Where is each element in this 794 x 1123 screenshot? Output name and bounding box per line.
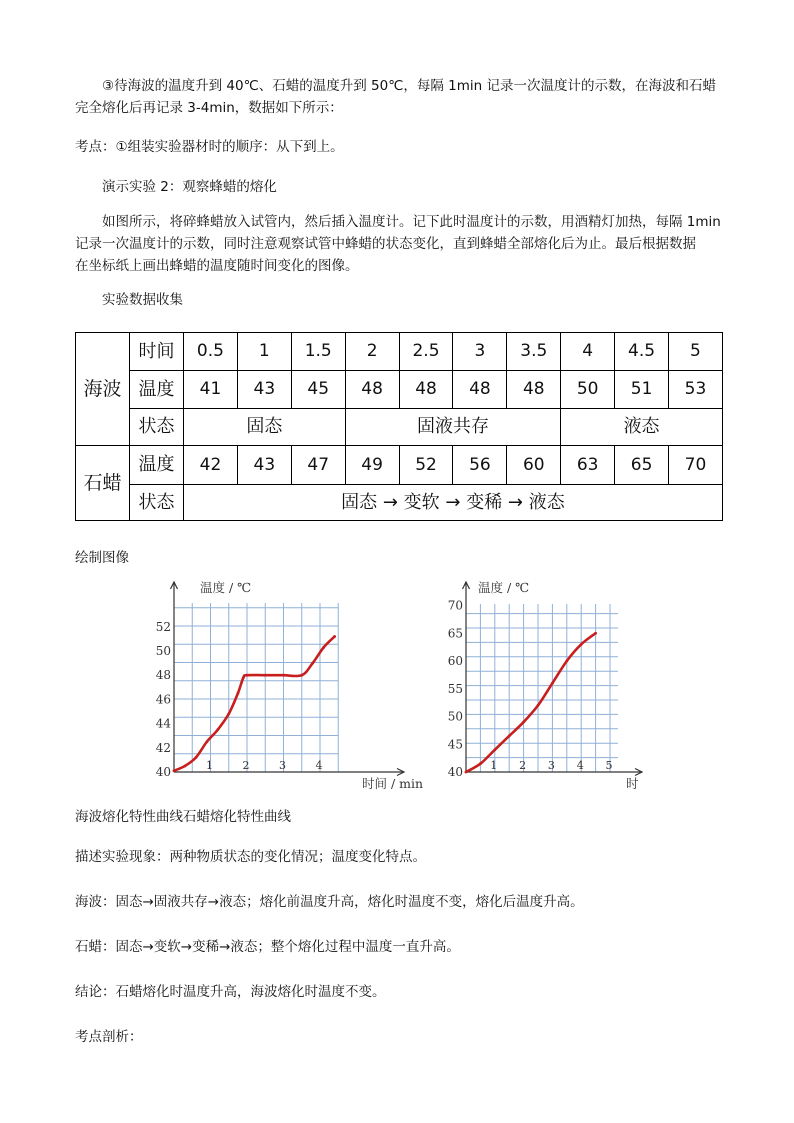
y-tick-label: 60	[447, 654, 463, 668]
haibo-row-label: 海波	[76, 333, 130, 446]
data-point	[565, 660, 568, 663]
haibo-temp-cell: 53	[669, 371, 723, 409]
data-point	[227, 713, 230, 716]
describe-text: 描述实验现象：两种物质状态的变化情况；温度变化特点。	[75, 849, 426, 865]
x-tick-label: 5	[605, 759, 613, 772]
data-point	[493, 748, 496, 751]
haibo-temp-cell: 48	[345, 371, 399, 409]
y-tick-label: 52	[155, 619, 171, 634]
temp-label: 温度	[130, 446, 184, 485]
shila-temp-cell: 56	[453, 446, 507, 485]
paragraph-line: 完全熔化后再记录 3-4min，数据如下所示：	[75, 100, 343, 116]
time-cell: 2.5	[399, 333, 453, 371]
shila-temp-cell: 42	[184, 446, 238, 485]
x-tick-label: 4	[576, 759, 584, 772]
x-tick-label: 1	[490, 759, 498, 772]
y-tick-label: 46	[155, 692, 171, 707]
y-axis-label: 温度 / ℃	[200, 580, 252, 595]
data-point	[184, 765, 187, 768]
haibo-state-liquid: 液态	[561, 409, 723, 446]
haibo-temp-cell: 45	[291, 371, 345, 409]
y-tick-label: 44	[155, 716, 171, 731]
kaodian-text: 考点：①组装实验器材时的顺序：从下到上。	[75, 139, 344, 155]
haibo-state-solid: 固态	[184, 409, 346, 446]
analysis-heading: 考点剖析：	[75, 1029, 143, 1045]
x-axis-label: 时	[626, 776, 639, 791]
state-label: 状态	[130, 485, 184, 521]
haibo-temp-cell: 41	[184, 371, 238, 409]
data-point	[311, 662, 314, 665]
shila-state-sequence: 固态 → 变软 → 变稀 → 液态	[184, 485, 723, 521]
shila-temp-cell: 52	[399, 446, 453, 485]
data-point	[537, 704, 540, 707]
temp-label: 温度	[130, 371, 184, 409]
data-point	[195, 756, 198, 759]
time-cell: 4	[561, 333, 615, 371]
y-tick-label: 45	[447, 737, 463, 752]
data-point	[322, 646, 325, 649]
x-tick-label: 4	[315, 759, 323, 772]
haibo-temp-cell: 48	[399, 371, 453, 409]
draw-heading: 绘制图像	[75, 550, 129, 566]
haibo-summary: 海波：固态→固液共存→液态；熔化前温度升高，熔化时温度不变，熔化后温度升高。	[75, 894, 584, 910]
haibo-temp-cell: 48	[453, 371, 507, 409]
collect-heading: 实验数据收集	[102, 292, 183, 308]
data-point	[333, 635, 336, 638]
x-axis-label: 时间 / min	[362, 776, 424, 791]
data-point	[300, 674, 303, 677]
time-label: 时间	[130, 333, 184, 371]
y-axis-label: 温度 / ℃	[478, 580, 530, 595]
x-tick-label: 2	[242, 759, 250, 772]
paragraph-line: 记录一次温度计的示数，同时注意观察试管中蜂蜡的状态变化，直到蜂蜡全部熔化后为止。最后根据数据	[75, 236, 696, 252]
shila-temp-cell: 43	[237, 446, 291, 485]
shila-temp-cell: 60	[507, 446, 561, 485]
chart-captions: 海波熔化特性曲线石蜡熔化特性曲线	[75, 809, 291, 825]
y-tick-label: 42	[155, 740, 171, 755]
data-point	[479, 762, 482, 765]
haibo-state-mixed: 固液共存	[345, 409, 561, 446]
data-point	[594, 632, 597, 635]
data-point	[216, 728, 219, 731]
shila-row-label: 石蜡	[76, 446, 130, 521]
paragraph-line: 在坐标纸上画出蜂蜡的温度随时间变化的图像。	[75, 258, 359, 274]
x-tick-label: 2	[519, 759, 527, 772]
time-cell: 3	[453, 333, 507, 371]
x-tick-label: 3	[279, 759, 286, 772]
y-tick-label: 40	[155, 765, 171, 779]
shila-temp-cell: 63	[561, 446, 615, 485]
x-tick-label: 1	[206, 759, 213, 772]
time-cell: 1.5	[291, 333, 345, 371]
data-point	[246, 674, 249, 677]
time-cell: 1	[237, 333, 291, 371]
data-point	[236, 692, 239, 695]
shila-temp-cell: 49	[345, 446, 399, 485]
y-tick-label: 55	[447, 681, 463, 696]
demo2-heading: 演示实验 2：观察蜂蜡的熔化	[102, 179, 277, 195]
y-tick-label: 50	[155, 644, 171, 658]
time-cell: 2	[345, 333, 399, 371]
y-tick-label: 48	[155, 668, 171, 683]
time-cell: 5	[669, 333, 723, 371]
haibo-temp-cell: 51	[615, 371, 669, 409]
data-line	[466, 633, 596, 772]
haibo-temp-cell: 50	[561, 371, 615, 409]
y-tick-label: 50	[447, 709, 463, 724]
data-point	[551, 682, 554, 685]
y-tick-label: 40	[447, 765, 463, 779]
data-point	[242, 676, 245, 679]
paragraph-line: 如图所示，将碎蜂蜡放入试管内，然后插入温度计。记下此时温度计的示数，用酒精灯加热，每隔 1min	[102, 214, 721, 230]
data-point	[580, 643, 583, 646]
x-tick-label: 3	[547, 759, 555, 772]
y-tick-label: 65	[447, 626, 463, 641]
haibo-temp-cell: 48	[507, 371, 561, 409]
data-point	[508, 735, 511, 738]
shila-temp-cell: 65	[615, 446, 669, 485]
paragraph-line: ③待海波的温度升到 40℃、石蜡的温度升到 50℃，每隔 1min 记录一次温度计的示数，在海波和石蜡	[102, 78, 716, 94]
y-tick-label: 70	[447, 598, 463, 613]
data-point	[465, 771, 468, 774]
time-cell: 0.5	[184, 333, 238, 371]
data-point	[522, 721, 525, 724]
conclusion-text: 结论：石蜡熔化时温度升高，海波熔化时温度不变。	[75, 984, 386, 1000]
time-cell: 3.5	[507, 333, 561, 371]
data-line	[174, 636, 335, 770]
data-point	[205, 740, 208, 743]
time-cell: 4.5	[615, 333, 669, 371]
data-point	[173, 769, 176, 772]
state-label: 状态	[130, 409, 184, 446]
data-point	[264, 674, 267, 677]
shila-temp-cell: 70	[669, 446, 723, 485]
haibo-temp-cell: 43	[237, 371, 291, 409]
shila-temp-cell: 47	[291, 446, 345, 485]
data-point	[282, 674, 285, 677]
shila-summary: 石蜡：固态→变软→变稀→液态；整个熔化过程中温度一直升高。	[75, 939, 460, 955]
